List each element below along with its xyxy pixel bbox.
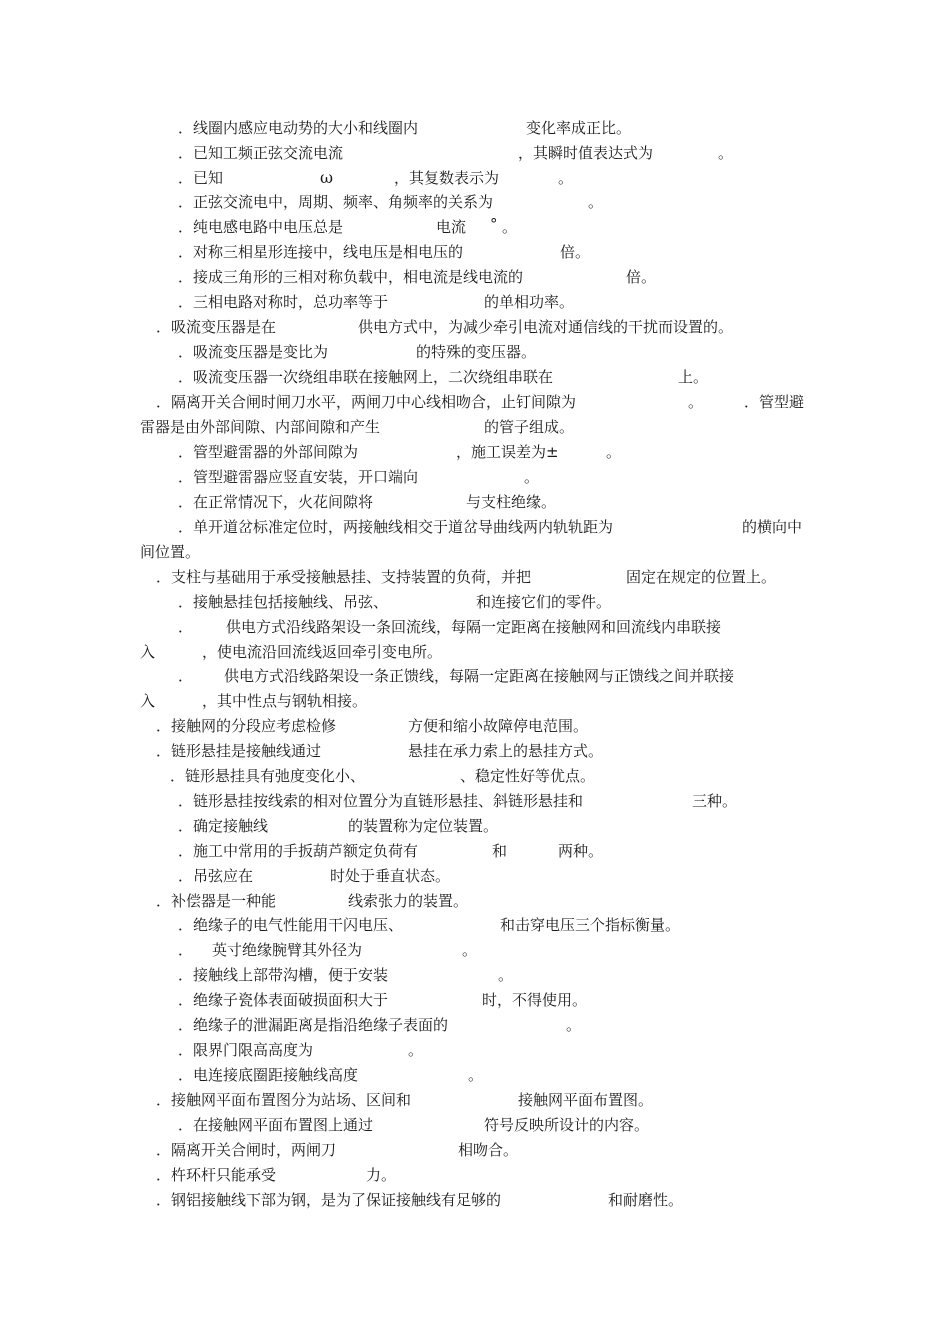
line-text: 变化率成正比。 (526, 119, 632, 137)
line-text: ．纯电感电路中电压总是 (178, 218, 344, 236)
line-text: 。 (502, 218, 518, 236)
line-text: ．吸流变压器是在 (156, 318, 277, 336)
line-text: ．限界门限高高度为 (178, 1041, 314, 1059)
line-text: 间位置。 (140, 543, 201, 561)
line-text: ．吊弦应在 (178, 867, 254, 885)
line-text: 时处于垂直状态。 (330, 867, 451, 885)
line-text: ．吸流变压器一次绕组串联在接触网上，二次绕组串联在 (178, 368, 554, 386)
line-text: ．管型避 (744, 393, 805, 411)
line-text: ，施工误差为± (456, 443, 559, 461)
line-text: ．隔离开关合闸时，两闸刀 (156, 1141, 337, 1159)
line-text: ．链形悬挂是接触线通过 (156, 742, 322, 760)
line-text: 、稳定性好等优点。 (460, 767, 596, 785)
line-text: 的横向中 (742, 518, 803, 536)
line-text: 和连接它们的零件。 (476, 593, 612, 611)
line-text: 。 (566, 1016, 582, 1034)
line-text: ．绝缘子瓷体表面破损面积大于 (178, 991, 389, 1009)
line-text: ．支柱与基础用于承受接触悬挂、支持装置的负荷，并把 (156, 568, 532, 586)
line-text: 。 (524, 468, 540, 486)
line-text: ．链形悬挂具有弛度变化小、 (170, 767, 366, 785)
omega-symbol: ω (320, 168, 334, 187)
line-text: ．杵环杆只能承受 (156, 1166, 277, 1184)
line-text: 。 (498, 966, 514, 984)
line-text: 的管子组成。 (484, 418, 575, 436)
line-text: ．正弦交流电中，周期、频率、角频率的关系为 (178, 193, 494, 211)
line-text: 的单相功率。 (484, 293, 575, 311)
line-text: ． (178, 618, 194, 636)
line-text: 两种。 (558, 842, 604, 860)
line-text: ．线圈内感应电动势的大小和线圈内 (178, 119, 419, 137)
line-text: 相吻合。 (458, 1141, 519, 1159)
line-text: 。 (558, 169, 574, 187)
line-text: ° (490, 215, 498, 233)
line-text: 倍。 (626, 268, 657, 286)
line-text: ． (178, 941, 194, 959)
line-text: 。 (408, 1041, 424, 1059)
line-text: ．绝缘子的泄漏距离是指沿绝缘子表面的 (178, 1016, 449, 1034)
line-text: ．隔离开关合闸时闸刀水平，两闸刀中心线相吻合，止钉间隙为 (156, 393, 577, 411)
line-text: 固定在规定的位置上。 (626, 568, 777, 586)
line-text: 方便和缩小故障停电范围。 (408, 717, 589, 735)
line-text: ．已知 (178, 169, 224, 187)
line-text: 入 (140, 643, 156, 661)
line-text: 线索张力的装置。 (348, 892, 469, 910)
line-text: 悬挂在承力索上的悬挂方式。 (408, 742, 604, 760)
line-text: ．接触线上部带沟槽，便于安装 (178, 966, 389, 984)
line-text: 供电方式沿线路架设一条正馈线，每隔一定距离在接触网与正馈线之间并联接 (224, 667, 735, 685)
line-text: ，使电流沿回流线返回牵引变电所。 (202, 643, 443, 661)
line-text: ．电连接底圈距接触线高度 (178, 1066, 359, 1084)
line-text: ．已知工频正弦交流电流 (178, 144, 344, 162)
line-text: ．管型避雷器的外部间隙为 (178, 443, 359, 461)
line-text: ．链形悬挂按线索的相对位置分为直链形悬挂、斜链形悬挂和 (178, 792, 584, 810)
line-text: 和击穿电压三个指标衡量。 (500, 916, 681, 934)
line-text: 的特殊的变压器。 (416, 343, 537, 361)
line-text: 英寸绝缘腕臂其外径为 (212, 941, 363, 959)
line-text: 供电方式沿线路架设一条回流线，每隔一定距离在接触网和回流线内串联接 (226, 618, 722, 636)
line-text: 。 (688, 393, 704, 411)
line-text: ．补偿器是一种能 (156, 892, 277, 910)
line-text: 电流 (436, 218, 467, 236)
line-text: ．单开道岔标准定位时，两接触线相交于道岔导曲线两内轨轨距为 (178, 518, 614, 536)
line-text: ．施工中常用的手扳葫芦额定负荷有 (178, 842, 419, 860)
line-text: ．接触网的分段应考虑检修 (156, 717, 337, 735)
line-text: ．接成三角形的三相对称负载中，相电流是线电流的 (178, 268, 524, 286)
line-text: ，其瞬时值表达式为 (518, 144, 654, 162)
line-text: 。 (588, 193, 604, 211)
line-text: ．三相电路对称时，总功率等于 (178, 293, 389, 311)
line-text: ，其复数表示为 (394, 169, 500, 187)
line-text: 雷器是由外部间隙、内部间隙和产生 (140, 418, 381, 436)
line-text: 力。 (366, 1166, 397, 1184)
line-text: 入 (140, 692, 156, 710)
line-text: 。 (468, 1066, 484, 1084)
line-text: ．绝缘子的电气性能用干闪电压、 (178, 916, 404, 934)
line-text: 三种。 (692, 792, 738, 810)
line-text: ．管型避雷器应竖直安装，开口端向 (178, 468, 419, 486)
line-text: ． (178, 667, 194, 685)
line-text: 和 (492, 842, 508, 860)
line-text: 供电方式中，为减少牵引电流对通信线的干扰而设置的。 (358, 318, 734, 336)
line-text: 。 (606, 443, 622, 461)
line-text: 。 (718, 144, 734, 162)
line-text: 倍。 (560, 243, 591, 261)
line-text: 和耐磨性。 (608, 1191, 684, 1209)
line-text: ．接触悬挂包括接触线、吊弦、 (178, 593, 389, 611)
line-text: ．在接触网平面布置图上通过 (178, 1116, 374, 1134)
line-text: 与支柱绝缘。 (466, 493, 557, 511)
line-text: ．对称三相星形连接中，线电压是相电压的 (178, 243, 464, 261)
line-text: 的装置称为定位装置。 (348, 817, 499, 835)
line-text: ．在正常情况下，火花间隙将 (178, 493, 374, 511)
line-text: ，其中性点与钢轨相接。 (202, 692, 368, 710)
line-text: ．钢铝接触线下部为钢，是为了保证接触线有足够的 (156, 1191, 502, 1209)
line-text: 。 (462, 941, 478, 959)
line-text: ．吸流变压器是变比为 (178, 343, 329, 361)
line-text: ．确定接触线 (178, 817, 269, 835)
line-text: ．接触网平面布置图分为站场、区间和 (156, 1091, 412, 1109)
line-text: 时，不得使用。 (482, 991, 588, 1009)
line-text: 上。 (678, 368, 709, 386)
line-text: 接触网平面布置图。 (518, 1091, 654, 1109)
line-text: 符号反映所设计的内容。 (484, 1116, 650, 1134)
